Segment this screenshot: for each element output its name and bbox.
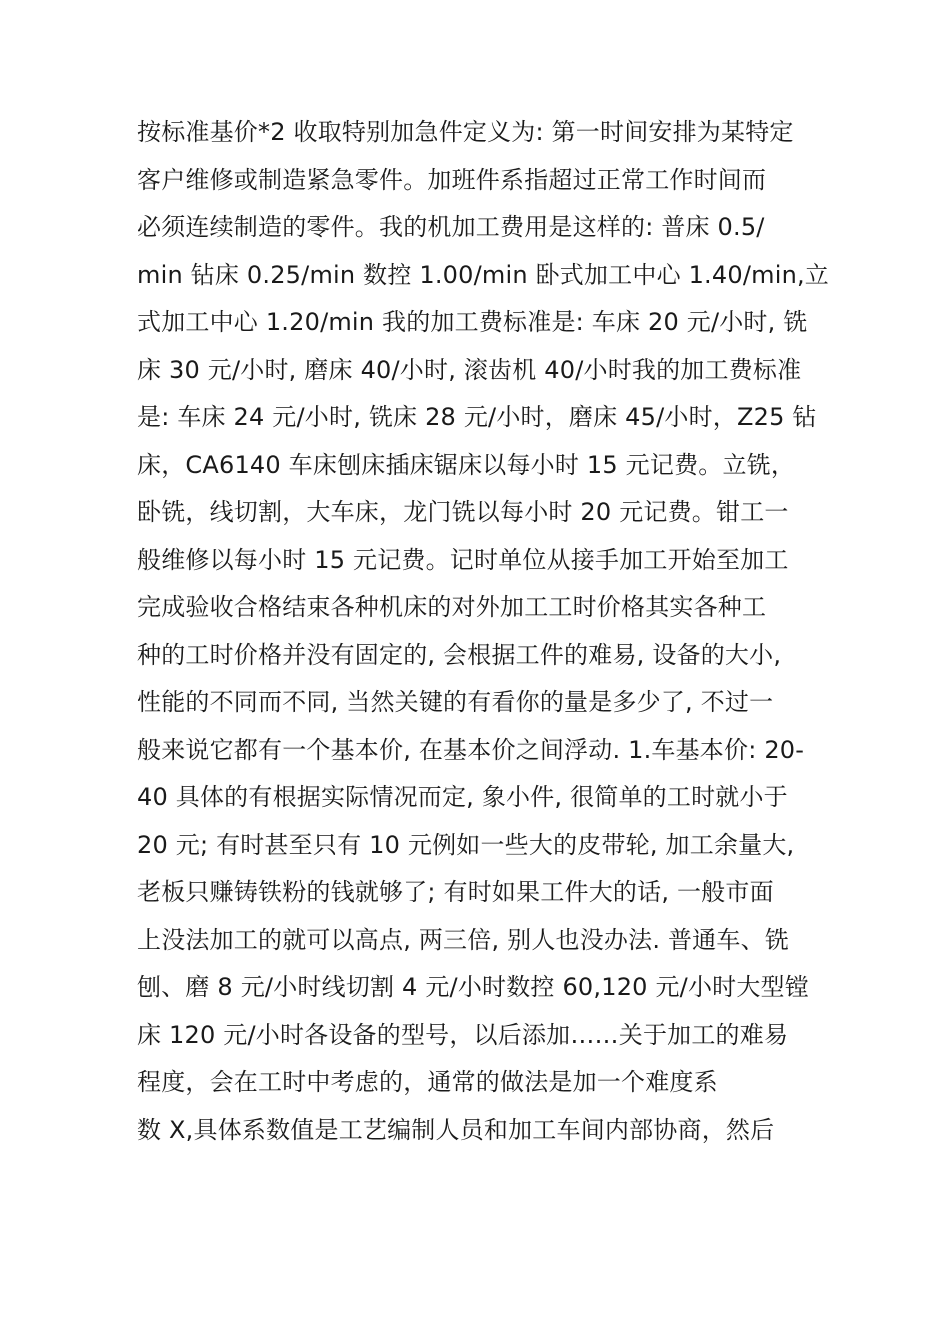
text-line: 刨、磨 8 元/小时线切割 4 元/小时数控 60,120 元/小时大型镗 xyxy=(137,973,809,1001)
text-line: 客户维修或制造紧急零件。加班件系指超过正常工作时间而 xyxy=(137,165,767,194)
text-line: 般来说它都有一个基本价, 在基本价之间浮动. 1.车基本价: 20- xyxy=(137,735,805,764)
text-line: 式加工中心 1.20/min 我的加工费标准是: 车床 20 元/小时, 铣 xyxy=(137,308,808,336)
text-line: 般维修以每小时 15 元记费。记时单位从接手加工开始至加工 xyxy=(137,545,789,574)
text-line: 床 30 元/小时, 磨床 40/小时, 滚齿机 40/小时我的加工费标准 xyxy=(137,355,802,384)
text-line: 上没法加工的就可以高点, 两三倍, 别人也没办法. 普通车、铣 xyxy=(137,925,789,954)
text-line: 床，CA6140 车床刨床插床锯床以每小时 15 元记费。立铣， xyxy=(137,450,796,479)
text-line: 是: 车床 24 元/小时, 铣床 28 元/小时，磨床 45/小时，Z25 钻 xyxy=(137,403,817,431)
body-text xyxy=(137,109,830,1154)
text-line: min 钻床 0.25/min 数控 1.00/min 卧式加工中心 1.40/min,立 xyxy=(137,260,830,289)
text-line: 程度，会在工时中考虑的，通常的做法是加一个难度系 xyxy=(137,1068,718,1096)
text-line: 种的工时价格并没有固定的, 会根据工件的难易, 设备的大小, xyxy=(137,640,782,669)
text-line: 按标准基价*2 收取特别加急件定义为: 第一时间安排为某特定 xyxy=(137,118,794,146)
text-line: 床 120 元/小时各设备的型号，以后添加……关于加工的难易 xyxy=(137,1020,789,1049)
text-line: 20 元; 有时甚至只有 10 元例如一些大的皮带轮, 加工余量大, xyxy=(137,830,795,859)
text-line: 必须连续制造的零件。我的机加工费用是这样的: 普床 0.5/ xyxy=(137,213,765,241)
text-line: 完成验收合格结束各种机床的对外加工工时价格其实各种工 xyxy=(137,593,767,621)
text-line: 卧铣，线切割，大车床，龙门铣以每小时 20 元记费。钳工一 xyxy=(137,498,789,526)
text-line: 老板只赚铸铁粉的钱就够了; 有时如果工件大的话, 一般市面 xyxy=(137,878,774,906)
text-line: 40 具体的有根据实际情况而定, 象小件, 很简单的工时就小于 xyxy=(137,783,788,811)
text-line: 数 X,具体系数值是工艺编制人员和加工车间内部协商，然后 xyxy=(137,1115,775,1144)
text-line: 性能的不同而不同, 当然关键的有看你的量是多少了, 不过一 xyxy=(137,688,774,716)
